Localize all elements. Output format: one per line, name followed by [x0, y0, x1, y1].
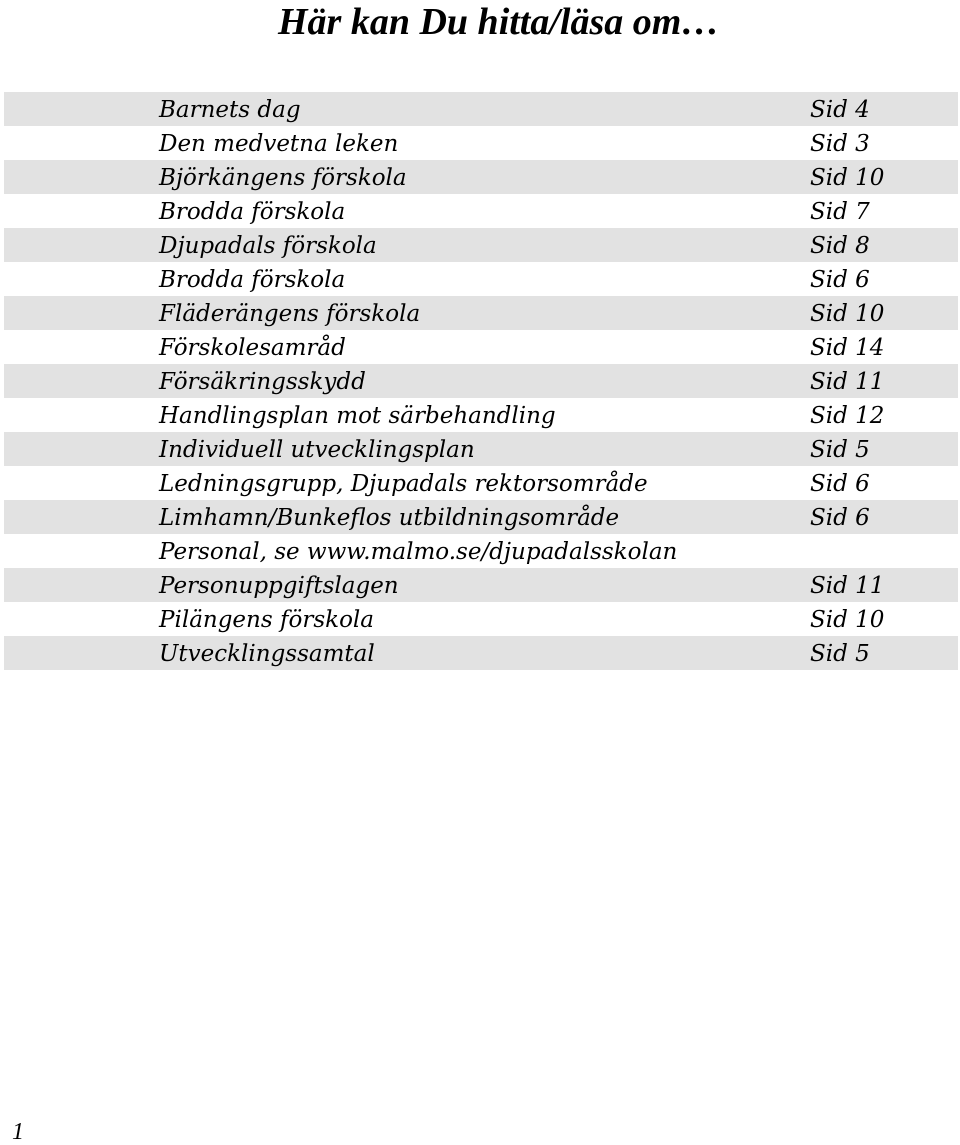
toc-page-ref: Sid 8 — [810, 233, 870, 259]
toc-page-ref: Sid 5 — [810, 437, 870, 463]
toc-row — [4, 92, 958, 126]
toc-topic: Handlingsplan mot särbehandling — [159, 403, 556, 429]
toc-topic: Djupadals förskola — [159, 233, 377, 259]
toc-page-ref: Sid 12 — [810, 403, 885, 429]
toc-page-ref: Sid 5 — [810, 641, 870, 667]
toc-row — [4, 636, 958, 670]
toc-topic: Björkängens förskola — [159, 165, 407, 191]
toc-page-ref: Sid 4 — [810, 97, 870, 123]
toc-page-ref: Sid 7 — [810, 199, 870, 225]
toc-topic: Limhamn/Bunkeflos utbildningsområde — [159, 505, 620, 531]
toc-topic: Individuell utvecklingsplan — [159, 437, 475, 463]
toc-row — [4, 432, 958, 466]
toc-page-ref: Sid 11 — [810, 369, 885, 395]
toc-row — [4, 534, 958, 568]
toc-row — [4, 262, 958, 296]
toc-row — [4, 602, 958, 636]
toc-topic: Fläderängens förskola — [159, 301, 421, 327]
toc-page-ref: Sid 3 — [810, 131, 870, 157]
table-of-contents — [4, 92, 958, 670]
toc-row — [4, 296, 958, 330]
toc-page-ref: Sid 6 — [810, 267, 870, 293]
toc-page-ref: Sid 11 — [810, 573, 885, 599]
toc-row — [4, 568, 958, 602]
toc-row — [4, 160, 958, 194]
page-number: 1 — [12, 1119, 24, 1145]
toc-page-ref: Sid 6 — [810, 471, 870, 497]
toc-page-ref: Sid 6 — [810, 505, 870, 531]
toc-row — [4, 466, 958, 500]
toc-topic: Brodda förskola — [159, 199, 346, 225]
toc-topic: Utvecklingssamtal — [159, 641, 375, 667]
toc-page-ref: Sid 10 — [810, 607, 885, 633]
toc-row — [4, 194, 958, 228]
toc-topic: Personal, se www.malmo.se/djupadalsskolan — [159, 539, 678, 565]
toc-row — [4, 330, 958, 364]
toc-topic: Brodda förskola — [159, 267, 346, 293]
toc-row — [4, 500, 958, 534]
toc-topic: Pilängens förskola — [159, 607, 374, 633]
toc-row — [4, 126, 958, 160]
toc-topic: Den medvetna leken — [159, 131, 399, 157]
toc-row — [4, 364, 958, 398]
toc-page-ref: Sid 14 — [810, 335, 885, 361]
toc-topic: Försäkringsskydd — [159, 369, 366, 395]
toc-topic: Personuppgiftslagen — [159, 573, 399, 599]
toc-page-ref: Sid 10 — [810, 165, 885, 191]
toc-row — [4, 228, 958, 262]
toc-topic: Barnets dag — [159, 97, 301, 123]
toc-topic: Förskolesamråd — [159, 335, 346, 361]
toc-page-ref: Sid 10 — [810, 301, 885, 327]
page-title: Här kan Du hitta/läsa om… — [278, 1, 720, 43]
toc-row — [4, 398, 958, 432]
toc-topic: Ledningsgrupp, Djupadals rektorsområde — [159, 471, 648, 497]
